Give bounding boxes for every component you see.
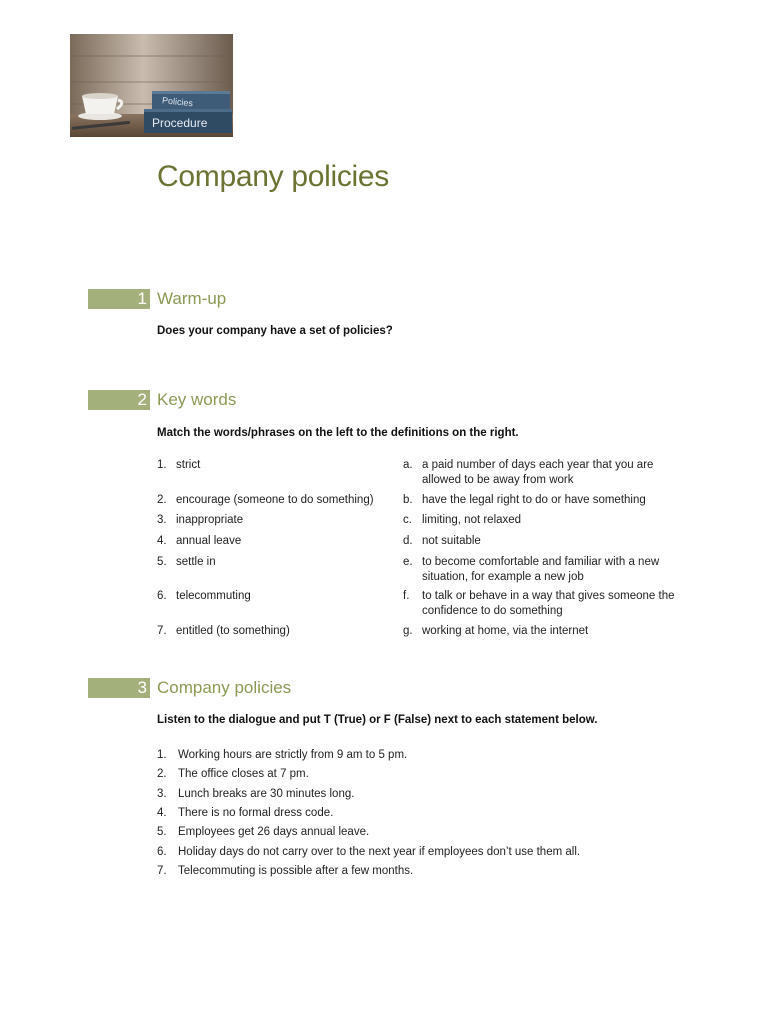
- word-number: 6.: [157, 590, 167, 602]
- word-number: 2.: [157, 494, 167, 506]
- definition-letter: f.: [403, 590, 410, 602]
- word-text: entitled (to something): [176, 625, 290, 637]
- word-number: 5.: [157, 556, 167, 568]
- word-number: 1.: [157, 459, 167, 471]
- section-1-title: Warm-up: [157, 289, 227, 308]
- definition-text: limiting, not relaxed: [422, 514, 522, 526]
- section-1-number: 1: [88, 289, 150, 309]
- definition-text: a paid number of days each year that you are allowed to be away from work: [422, 459, 654, 486]
- word-text: encourage (someone to do something): [176, 494, 374, 506]
- definition-text: to become comfortable and familiar with a new situation, for example a new job: [422, 556, 660, 583]
- definition-letter: b.: [403, 494, 413, 506]
- book-bottom-label: Procedure: [152, 116, 208, 130]
- word-text: annual leave: [176, 535, 242, 547]
- statement-text: Lunch breaks are 30 minutes long.: [178, 788, 355, 800]
- policies-books-illustration: [70, 34, 233, 137]
- statement-number: 3.: [157, 788, 167, 800]
- statement-number: 5.: [157, 826, 167, 838]
- definition-text: working at home, via the internet: [422, 625, 589, 637]
- word-text: settle in: [176, 556, 216, 568]
- word-number: 7.: [157, 625, 167, 637]
- definition-letter: e.: [403, 556, 413, 568]
- definition-letter: c.: [403, 514, 412, 526]
- statement-text: Working hours are strictly from 9 am to 5 pm.: [178, 749, 408, 761]
- definition-letter: g.: [403, 625, 413, 637]
- section-3-instruction: Listen to the dialogue and put T (True) or F (False) next to each statement below.: [157, 714, 598, 726]
- statement-text: Telecommuting is possible after a few months.: [178, 865, 414, 877]
- definition-text: to talk or behave in a way that gives someone the confidence to do something: [422, 590, 675, 617]
- word-number: 3.: [157, 514, 167, 526]
- statement-number: 1.: [157, 749, 167, 761]
- word-text: telecommuting: [176, 590, 251, 602]
- header-photo: [70, 34, 233, 137]
- statement-number: 4.: [157, 807, 167, 819]
- statement-text: There is no formal dress code.: [178, 807, 334, 819]
- section-2-number: 2: [88, 390, 150, 410]
- word-number: 4.: [157, 535, 167, 547]
- section-1-instruction: Does your company have a set of policies?: [157, 325, 393, 337]
- statement-number: 7.: [157, 865, 167, 877]
- page-title: Company policies: [157, 160, 389, 193]
- definition-text: have the legal right to do or have something: [422, 494, 646, 506]
- section-3-title: Company policies: [157, 678, 292, 697]
- book-top-label: Policies: [161, 95, 194, 109]
- word-text: strict: [176, 459, 201, 471]
- section-2-title: Key words: [157, 390, 237, 409]
- statement-text: The office closes at 7 pm.: [178, 768, 309, 780]
- statement-text: Holiday days do not carry over to the next year if employees don’t use them all.: [178, 846, 581, 858]
- statement-text: Employees get 26 days annual leave.: [178, 826, 370, 838]
- definition-text: not suitable: [422, 535, 481, 547]
- definition-letter: d.: [403, 535, 413, 547]
- word-text: inappropriate: [176, 514, 244, 526]
- statement-number: 6.: [157, 846, 167, 858]
- definition-letter: a.: [403, 459, 413, 471]
- statement-number: 2.: [157, 768, 167, 780]
- section-3-number: 3: [88, 678, 150, 698]
- section-2-instruction: Match the words/phrases on the left to the definitions on the right.: [157, 427, 519, 439]
